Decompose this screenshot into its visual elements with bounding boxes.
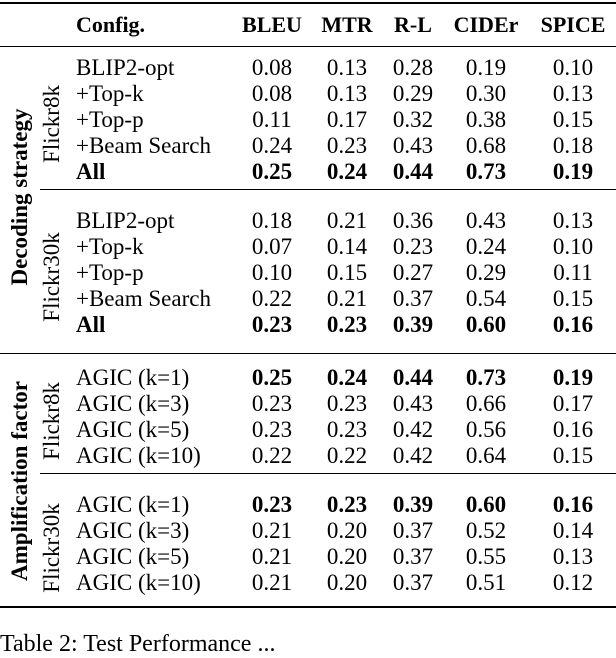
row-value: 0.13 bbox=[552, 208, 594, 233]
row-value: 0.14 bbox=[326, 234, 368, 259]
row-value: 0.13 bbox=[552, 544, 594, 569]
row-value: 0.08 bbox=[251, 81, 293, 106]
row-value: 0.23 bbox=[326, 312, 368, 337]
row-value: 0.21 bbox=[326, 208, 368, 233]
row-value: 0.39 bbox=[392, 492, 434, 517]
row-value: 0.64 bbox=[465, 443, 507, 468]
row-value: 0.43 bbox=[392, 391, 434, 416]
row-config: AGIC (k=10) bbox=[76, 570, 201, 595]
subgroup-label: Flickr8k bbox=[39, 382, 64, 460]
row-value: 0.32 bbox=[392, 107, 434, 132]
row-config: +Top-k bbox=[76, 234, 144, 259]
row-config: AGIC (k=3) bbox=[76, 518, 190, 543]
row-value: 0.24 bbox=[251, 133, 293, 158]
row-value: 0.19 bbox=[465, 55, 507, 80]
row-config: BLIP2-opt bbox=[76, 55, 175, 80]
row-value: 0.23 bbox=[251, 417, 293, 442]
row-value: 0.42 bbox=[392, 443, 434, 468]
row-value: 0.44 bbox=[392, 159, 434, 184]
row-value: 0.11 bbox=[553, 260, 593, 285]
header-rule bbox=[0, 46, 616, 47]
subgroup-separator bbox=[40, 473, 616, 474]
row-value: 0.08 bbox=[251, 55, 293, 80]
row-value: 0.30 bbox=[465, 81, 507, 106]
row-value: 0.21 bbox=[251, 518, 293, 543]
header-spice: SPICE bbox=[540, 12, 606, 37]
row-value: 0.21 bbox=[251, 544, 293, 569]
subgroup-label: Flickr8k bbox=[39, 85, 64, 163]
row-value: 0.19 bbox=[552, 365, 594, 390]
row-value: 0.21 bbox=[251, 570, 293, 595]
top-rule bbox=[0, 2, 616, 4]
row-config: +Top-k bbox=[76, 81, 144, 106]
row-value: 0.37 bbox=[392, 518, 434, 543]
group-label: Amplification factor bbox=[7, 380, 32, 581]
row-value: 0.37 bbox=[392, 570, 434, 595]
row-config: AGIC (k=5) bbox=[76, 544, 190, 569]
row-config: +Top-p bbox=[76, 107, 144, 132]
row-value: 0.17 bbox=[552, 391, 594, 416]
row-value: 0.23 bbox=[326, 492, 368, 517]
row-value: 0.10 bbox=[552, 234, 594, 259]
row-value: 0.23 bbox=[326, 133, 368, 158]
row-value: 0.24 bbox=[465, 234, 507, 259]
row-value: 0.66 bbox=[465, 391, 507, 416]
row-value: 0.20 bbox=[326, 518, 368, 543]
row-value: 0.13 bbox=[326, 81, 368, 106]
row-value: 0.20 bbox=[326, 570, 368, 595]
row-value: 0.38 bbox=[465, 107, 507, 132]
row-value: 0.15 bbox=[552, 286, 594, 311]
row-value: 0.68 bbox=[465, 133, 507, 158]
row-config: +Beam Search bbox=[76, 133, 211, 158]
row-value: 0.54 bbox=[465, 286, 507, 311]
row-value: 0.20 bbox=[326, 544, 368, 569]
row-value: 0.56 bbox=[465, 417, 507, 442]
row-config: AGIC (k=1) bbox=[76, 492, 190, 517]
header-cider: CIDEr bbox=[453, 12, 519, 37]
row-value: 0.15 bbox=[552, 443, 594, 468]
row-value: 0.23 bbox=[251, 492, 293, 517]
row-value: 0.60 bbox=[465, 312, 507, 337]
row-value: 0.10 bbox=[251, 260, 293, 285]
row-value: 0.42 bbox=[392, 417, 434, 442]
row-value: 0.22 bbox=[251, 286, 293, 311]
row-value: 0.19 bbox=[552, 159, 594, 184]
header-mtr: MTR bbox=[321, 12, 373, 37]
row-value: 0.23 bbox=[326, 417, 368, 442]
row-value: 0.73 bbox=[465, 159, 507, 184]
row-value: 0.28 bbox=[392, 55, 434, 80]
row-config: AGIC (k=10) bbox=[76, 443, 201, 468]
row-config: All bbox=[76, 312, 106, 337]
row-value: 0.73 bbox=[465, 365, 507, 390]
row-value: 0.13 bbox=[326, 55, 368, 80]
row-value: 0.07 bbox=[251, 234, 293, 259]
row-value: 0.15 bbox=[552, 107, 594, 132]
row-value: 0.43 bbox=[465, 208, 507, 233]
row-value: 0.36 bbox=[392, 208, 434, 233]
row-config: +Top-p bbox=[76, 260, 144, 285]
row-value: 0.15 bbox=[326, 260, 368, 285]
row-config: AGIC (k=3) bbox=[76, 391, 190, 416]
row-value: 0.37 bbox=[392, 544, 434, 569]
row-value: 0.44 bbox=[392, 365, 434, 390]
group-separator-rule bbox=[0, 353, 616, 354]
row-value: 0.23 bbox=[251, 312, 293, 337]
row-value: 0.18 bbox=[552, 133, 594, 158]
subgroup-label: Flickr30k bbox=[39, 503, 64, 593]
row-config: BLIP2-opt bbox=[76, 208, 175, 233]
row-value: 0.10 bbox=[552, 55, 594, 80]
row-config: All bbox=[76, 159, 106, 184]
row-value: 0.24 bbox=[326, 365, 368, 390]
row-value: 0.52 bbox=[465, 518, 507, 543]
row-value: 0.16 bbox=[552, 417, 594, 442]
row-value: 0.11 bbox=[252, 107, 292, 132]
row-value: 0.39 bbox=[392, 312, 434, 337]
row-config: AGIC (k=5) bbox=[76, 417, 190, 442]
row-value: 0.21 bbox=[326, 286, 368, 311]
subgroup-separator bbox=[40, 189, 616, 190]
group-label: Decoding strategy bbox=[7, 108, 32, 285]
row-value: 0.16 bbox=[552, 312, 594, 337]
row-value: 0.43 bbox=[392, 133, 434, 158]
row-config: AGIC (k=1) bbox=[76, 365, 190, 390]
header-bleu: BLEU bbox=[242, 12, 302, 37]
row-value: 0.29 bbox=[465, 260, 507, 285]
row-value: 0.23 bbox=[251, 391, 293, 416]
row-value: 0.37 bbox=[392, 286, 434, 311]
row-value: 0.29 bbox=[392, 81, 434, 106]
row-value: 0.22 bbox=[326, 443, 368, 468]
bottom-rule bbox=[0, 606, 616, 608]
row-value: 0.60 bbox=[465, 492, 507, 517]
row-value: 0.17 bbox=[326, 107, 368, 132]
row-value: 0.55 bbox=[465, 544, 507, 569]
header-r-l: R-L bbox=[394, 12, 432, 37]
row-value: 0.16 bbox=[552, 492, 594, 517]
row-value: 0.13 bbox=[552, 81, 594, 106]
row-value: 0.22 bbox=[251, 443, 293, 468]
row-value: 0.23 bbox=[326, 391, 368, 416]
row-value: 0.25 bbox=[251, 159, 293, 184]
row-value: 0.23 bbox=[392, 234, 434, 259]
row-value: 0.14 bbox=[552, 518, 594, 543]
row-value: 0.27 bbox=[392, 260, 434, 285]
table-caption: Table 2: Test Performance ... bbox=[0, 631, 276, 657]
subgroup-label: Flickr30k bbox=[39, 232, 64, 322]
header-config: Config. bbox=[76, 12, 146, 37]
row-config: +Beam Search bbox=[76, 286, 211, 311]
row-value: 0.25 bbox=[251, 365, 293, 390]
row-value: 0.18 bbox=[251, 208, 293, 233]
row-value: 0.51 bbox=[465, 570, 507, 595]
row-value: 0.24 bbox=[326, 159, 368, 184]
row-value: 0.12 bbox=[552, 570, 594, 595]
